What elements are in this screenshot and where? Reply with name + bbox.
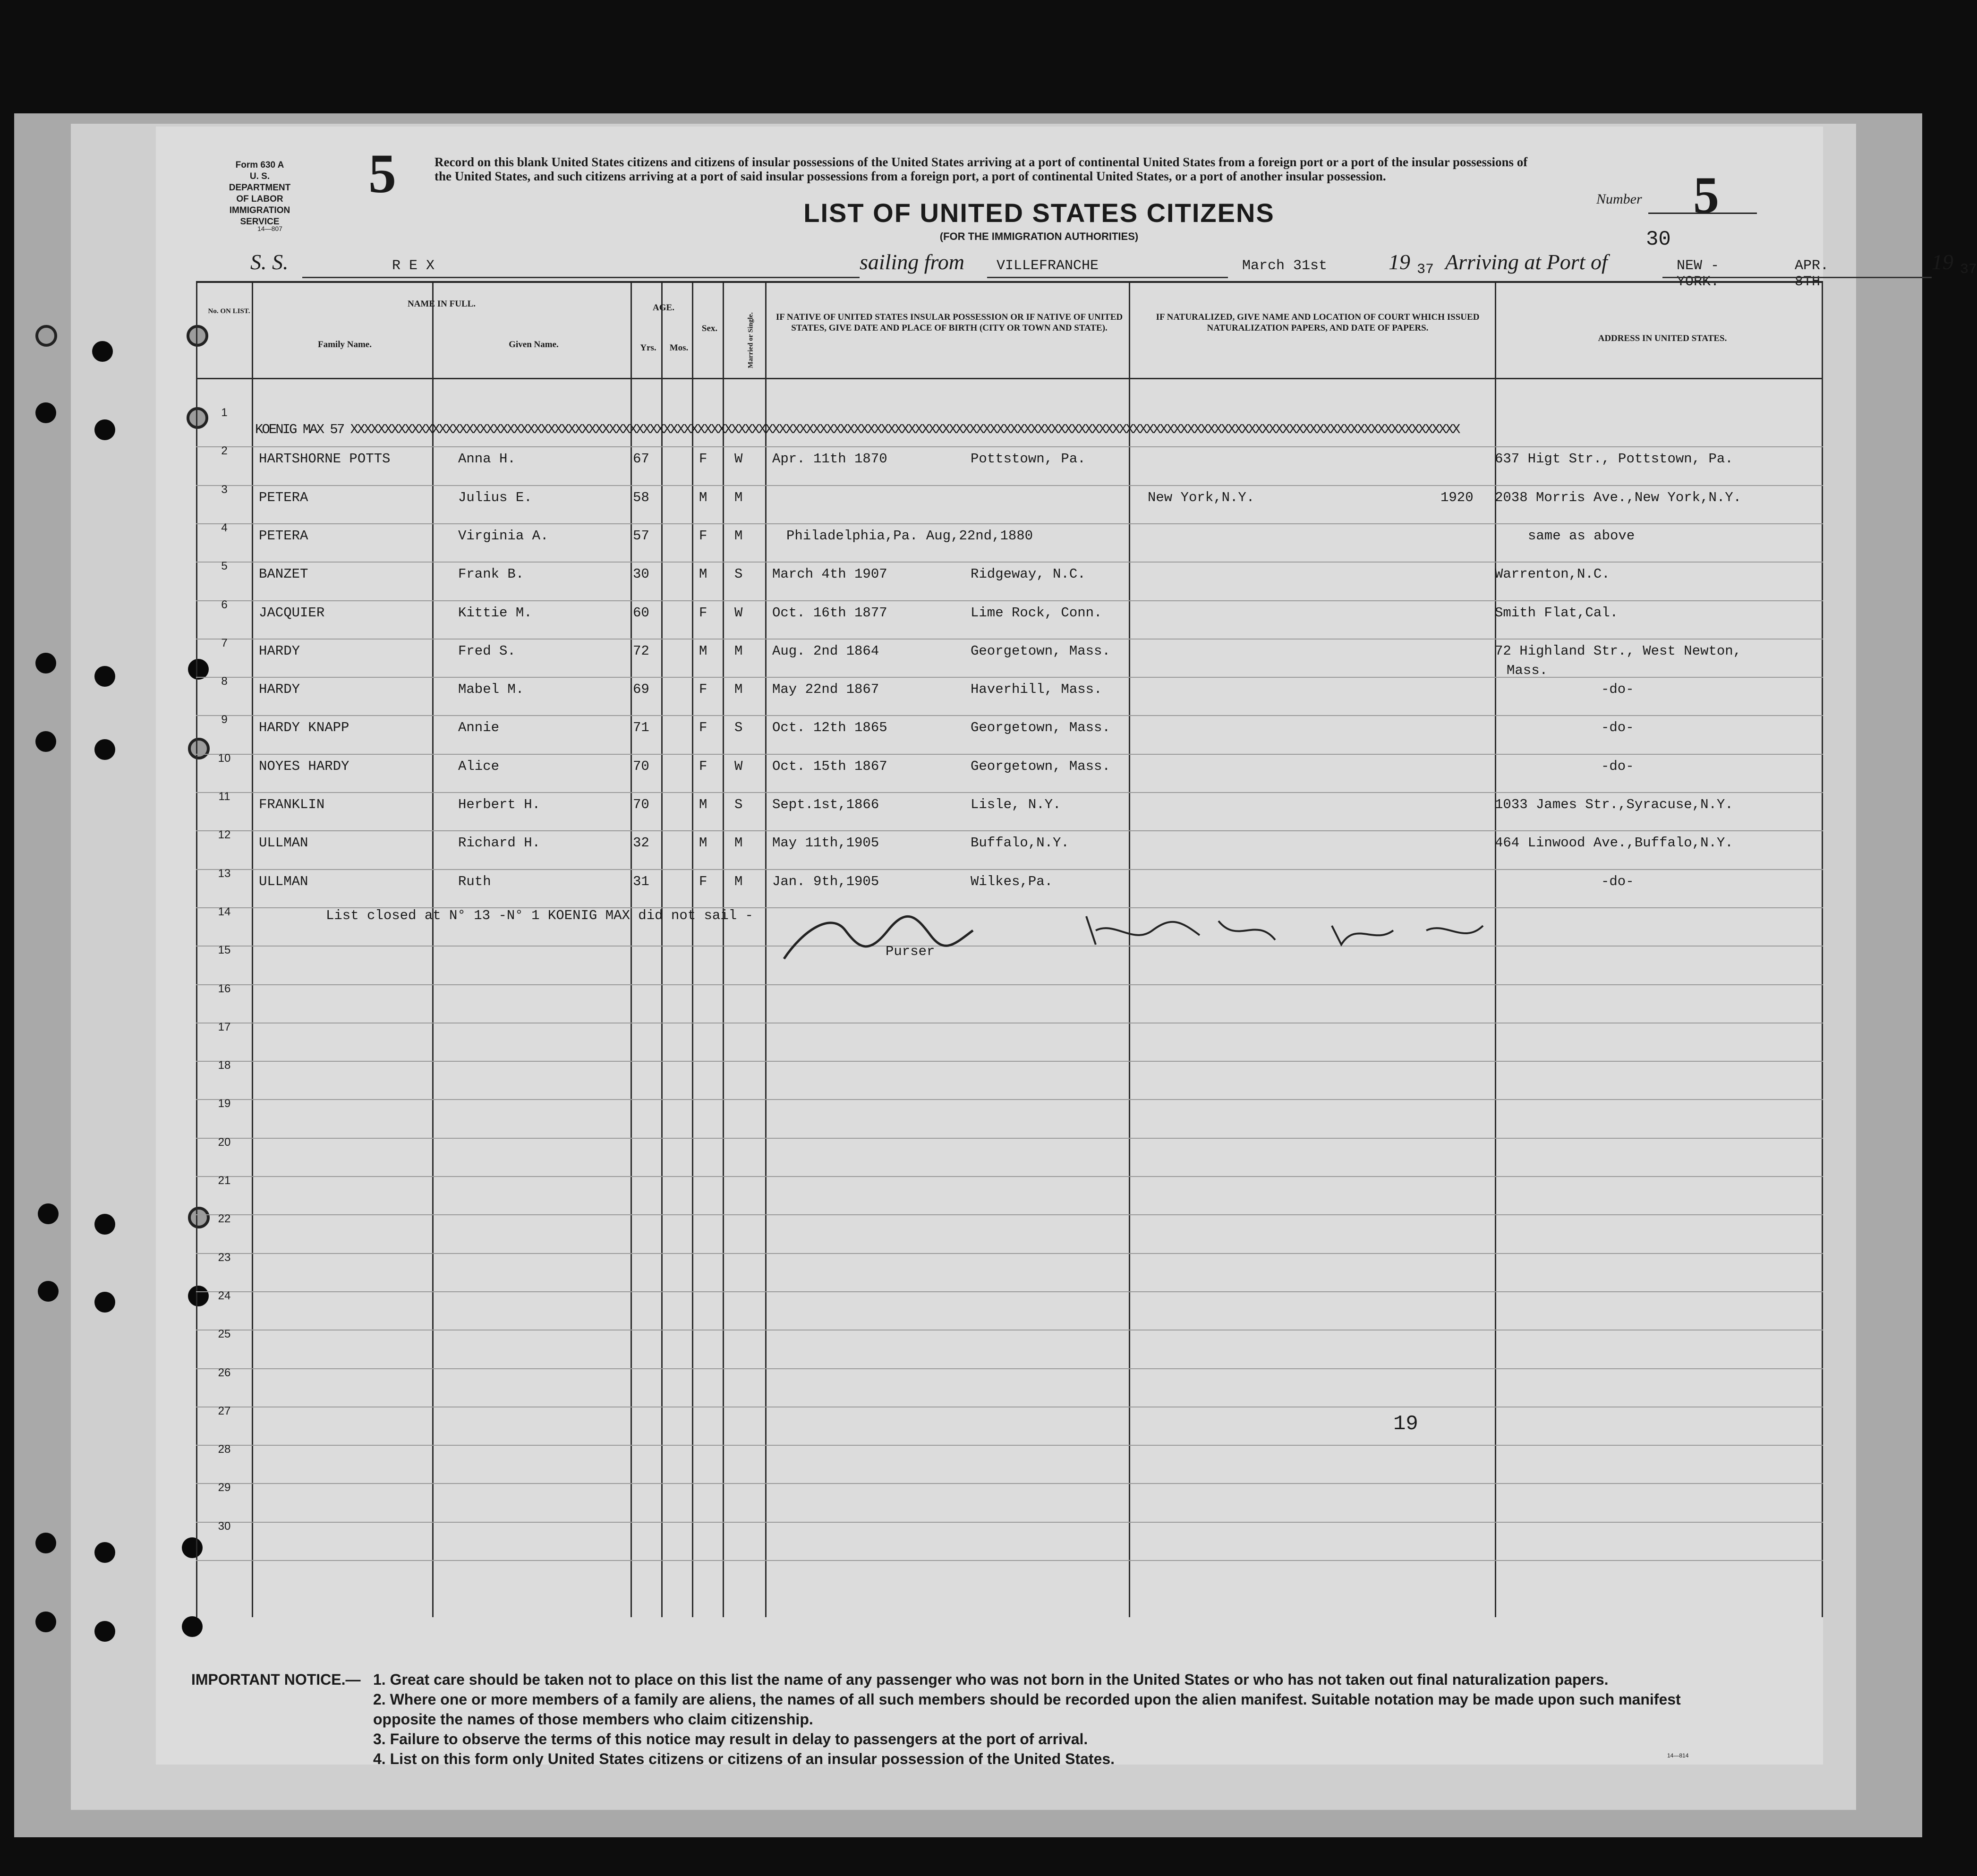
given-name-cell: Richard H. bbox=[458, 835, 541, 851]
given-name-cell: Anna H. bbox=[458, 451, 516, 467]
form-id-line: U. S. DEPARTMENT OF LABOR bbox=[229, 171, 291, 204]
address-cell: Smith Flat,Cal. bbox=[1495, 605, 1619, 621]
address-continuation-cell: Mass. bbox=[1507, 663, 1548, 679]
marital-status-cell: M bbox=[734, 528, 743, 544]
header-given-name: Given Name. bbox=[509, 340, 559, 350]
given-name-cell: Frank B. bbox=[458, 566, 524, 582]
family-name-cell: FRANKLIN bbox=[259, 797, 325, 812]
row-rule bbox=[196, 1445, 1823, 1446]
header-address: ADDRESS IN UNITED STATES. bbox=[1598, 333, 1727, 343]
family-name-cell: HARDY KNAPP bbox=[259, 720, 349, 736]
row-number: 23 bbox=[218, 1251, 231, 1264]
birth-place-cell: Lisle, N.Y. bbox=[971, 797, 1061, 812]
header-married-single: Married or Single. bbox=[747, 312, 755, 368]
marital-status-cell: W bbox=[734, 758, 743, 774]
row-number: 20 bbox=[218, 1135, 231, 1149]
punch-hole bbox=[94, 1542, 115, 1563]
birth-place-cell: Lime Rock, Conn. bbox=[971, 605, 1102, 621]
sex-cell: F bbox=[699, 605, 707, 621]
notice-item: 1. Great care should be taken not to place on this list the name of any passenger who was not born in the United States or who has not taken out final naturalization papers. bbox=[373, 1671, 1609, 1688]
sex-cell: M bbox=[699, 797, 707, 812]
punch-hole bbox=[94, 666, 115, 687]
given-name-cell: Mabel M. bbox=[458, 682, 524, 698]
age-cell: 72 bbox=[633, 643, 649, 659]
age-cell: 67 bbox=[633, 451, 649, 467]
row-number: 24 bbox=[218, 1289, 231, 1302]
birth-place-cell: Ridgeway, N.C. bbox=[971, 566, 1086, 582]
row-rule bbox=[196, 792, 1823, 793]
header-yrs: Yrs. bbox=[640, 343, 656, 353]
row-number: 6 bbox=[221, 598, 228, 611]
departure-date: March 31st bbox=[1242, 258, 1328, 274]
address-cell: Warrenton,N.C. bbox=[1495, 566, 1610, 582]
row-number: 25 bbox=[218, 1328, 231, 1341]
row-rule bbox=[196, 1214, 1823, 1215]
birth-date-cell: Aug. 2nd 1864 bbox=[772, 643, 879, 659]
column-rule bbox=[1495, 283, 1496, 1617]
row-number: 17 bbox=[218, 1020, 231, 1033]
notice-heading: IMPORTANT NOTICE.— bbox=[191, 1671, 361, 1688]
family-name-cell: ULLMAN bbox=[259, 835, 308, 851]
punch-hole bbox=[35, 653, 56, 674]
sex-cell: M bbox=[699, 566, 707, 582]
column-rule bbox=[723, 283, 724, 1617]
sex-cell: F bbox=[699, 528, 707, 544]
row-number: 9 bbox=[221, 713, 228, 726]
row-number: 3 bbox=[221, 483, 228, 496]
age-cell: 70 bbox=[633, 797, 649, 812]
family-name-cell: HARDY bbox=[259, 682, 300, 698]
struck-entry: KOENIG MAX 57 XXXXXXXXXXXXXXXXXXXXXXXXXXXXXXXXXXXXXXXXXXXXXXXXXXXXXXXXXXXXXXXXXXXXXXXXXXXXXXXXXXXXXXXXXXXXXXXXXXXXXXXXXXXXXXXXXXXXXXXXXXXXXXXXXXXXXXXXXXXXXXXXXXXXXXXXXXXXXXXXXXX bbox=[255, 422, 1459, 437]
punch-hole bbox=[35, 731, 56, 752]
row-rule bbox=[196, 1099, 1823, 1100]
page-stamp: 19 bbox=[1393, 1412, 1418, 1436]
row-number: 11 bbox=[218, 790, 230, 803]
family-name-cell: HARDY bbox=[259, 643, 300, 659]
row-rule bbox=[196, 1368, 1823, 1369]
purser-signature bbox=[775, 902, 1492, 964]
given-name-cell: Fred S. bbox=[458, 643, 516, 659]
row-rule bbox=[196, 984, 1823, 985]
departure-year: 37 bbox=[1417, 262, 1434, 278]
punch-hole bbox=[35, 1533, 56, 1553]
address-cell: -do- bbox=[1601, 873, 1634, 889]
birth-date-cell: Oct. 16th 1877 bbox=[772, 605, 887, 621]
notice-item: 3. Failure to observe the terms of this notice may result in delay to passengers at the port of arrival. bbox=[373, 1731, 1088, 1748]
form-preamble: Record on this blank United States citizens and citizens of insular possessions of the United States arriving at a port of continental United States from a foreign port or a port of the insular possessions of the United States, and such citizens arriving at a port of said insular possessions from a foreign port, a port of continental United States, or a port of another insular possession. bbox=[435, 155, 1528, 183]
row-rule bbox=[196, 677, 1823, 678]
birth-date-cell: May 22nd 1867 bbox=[772, 682, 879, 698]
age-cell: 71 bbox=[633, 720, 649, 736]
family-name-cell: PETERA bbox=[259, 528, 308, 544]
column-rule bbox=[1822, 283, 1823, 1617]
header-name-in-full: NAME IN FULL. bbox=[407, 299, 476, 309]
punch-hole bbox=[35, 1612, 56, 1632]
column-rule bbox=[252, 283, 253, 1617]
column-rule bbox=[765, 283, 767, 1617]
form-big-number: 5 bbox=[368, 143, 396, 205]
family-name-cell: ULLMAN bbox=[259, 873, 308, 889]
number-label: Number bbox=[1596, 191, 1642, 207]
row-rule bbox=[196, 869, 1823, 870]
given-name-cell: Kittie M. bbox=[458, 605, 532, 621]
family-name-cell: HARTSHORNE POTTS bbox=[259, 451, 391, 467]
notice-item: 4. List on this form only United States citizens or citizens of an insular possession of the United States. bbox=[373, 1750, 1115, 1767]
header-bottom-rule bbox=[196, 378, 1823, 379]
family-name-cell: PETERA bbox=[259, 489, 308, 505]
header-no: No. ON LIST. bbox=[208, 307, 250, 315]
row-rule bbox=[196, 754, 1823, 755]
birth-date-cell: Sept.1st,1866 bbox=[772, 797, 879, 812]
row-rule bbox=[196, 1253, 1823, 1254]
row-number: 10 bbox=[218, 751, 231, 765]
sex-cell: M bbox=[699, 835, 707, 851]
row-rule bbox=[196, 1061, 1823, 1062]
birth-date-cell: Apr. 11th 1870 bbox=[772, 451, 887, 467]
ship-name: R E X bbox=[392, 258, 435, 274]
row-rule bbox=[196, 600, 1823, 601]
given-name-cell: Julius E. bbox=[458, 489, 532, 505]
punch-hole bbox=[94, 1621, 115, 1642]
row-number: 21 bbox=[218, 1174, 231, 1187]
address-cell: 72 Highland Str., West Newton, bbox=[1495, 643, 1742, 659]
row-number: 4 bbox=[221, 521, 228, 534]
birth-date-cell: Oct. 12th 1865 bbox=[772, 720, 887, 736]
column-rule bbox=[631, 283, 632, 1617]
arrival-year-prefix: 19 bbox=[1932, 250, 1953, 274]
age-cell: 57 bbox=[633, 528, 649, 544]
header-sex: Sex. bbox=[701, 324, 718, 333]
given-name-cell: Herbert H. bbox=[458, 797, 541, 812]
row-number: 19 bbox=[218, 1097, 231, 1110]
marital-status-cell: W bbox=[734, 605, 743, 621]
punch-hole bbox=[38, 1281, 59, 1302]
punch-hole bbox=[35, 402, 56, 423]
punch-hole bbox=[182, 1616, 203, 1637]
row-rule bbox=[196, 485, 1823, 486]
birth-date-cell: May 11th,1905 bbox=[772, 835, 879, 851]
arriving-label: Arriving at Port of bbox=[1445, 250, 1608, 274]
row-rule bbox=[196, 1291, 1823, 1292]
birth-place-cell: Pottstown, Pa. bbox=[971, 451, 1086, 467]
row-rule bbox=[196, 715, 1823, 716]
year-prefix: 19 bbox=[1389, 250, 1410, 274]
purser-label: Purser bbox=[886, 944, 935, 959]
page-number: 30 bbox=[1646, 228, 1671, 251]
age-cell: 31 bbox=[633, 873, 649, 889]
sex-cell: F bbox=[699, 720, 707, 736]
address-cell: 1033 James Str.,Syracuse,N.Y. bbox=[1495, 797, 1733, 812]
birth-place-cell: Buffalo,N.Y. bbox=[971, 835, 1069, 851]
address-cell: 637 Higt Str., Pottstown, Pa. bbox=[1495, 451, 1733, 467]
marital-status-cell: M bbox=[734, 682, 743, 698]
row-number: 12 bbox=[218, 828, 231, 842]
column-rule bbox=[432, 283, 434, 1617]
marital-status-cell: M bbox=[734, 835, 743, 851]
sex-cell: M bbox=[699, 643, 707, 659]
row-number: 28 bbox=[218, 1443, 231, 1456]
column-rule bbox=[661, 283, 663, 1617]
notice-code: 14—814 bbox=[1667, 1752, 1689, 1759]
column-rule bbox=[196, 283, 197, 1617]
row-rule bbox=[196, 523, 1823, 524]
row-rule bbox=[196, 830, 1823, 831]
row-number: 30 bbox=[218, 1519, 231, 1533]
form-id-line: Form 630 A bbox=[235, 160, 284, 170]
row-number: 5 bbox=[221, 560, 228, 573]
row-number: 1 bbox=[221, 406, 228, 419]
age-cell: 60 bbox=[633, 605, 649, 621]
age-cell: 30 bbox=[633, 566, 649, 582]
birth-place-cell: Wilkes,Pa. bbox=[971, 873, 1053, 889]
row-number: 29 bbox=[218, 1481, 231, 1494]
age-cell: 58 bbox=[633, 489, 649, 505]
birth-date-cell: Philadelphia,Pa. Aug,22nd,1880 bbox=[786, 528, 1033, 544]
ss-label: S. S. bbox=[250, 250, 289, 274]
header-family-name: Family Name. bbox=[318, 340, 372, 350]
notice-item: 2. Where one or more members of a family are aliens, the names of all such members should be recorded upon the alien manifest. Suitable notation may be made upon such manifest opposite the names of those members who claim citizenship. bbox=[373, 1691, 1681, 1728]
marital-status-cell: W bbox=[734, 451, 743, 467]
address-cell: -do- bbox=[1601, 682, 1634, 698]
birth-place-cell: Georgetown, Mass. bbox=[971, 643, 1110, 659]
address-cell: 464 Linwood Ave.,Buffalo,N.Y. bbox=[1495, 835, 1733, 851]
header-mos: Mos. bbox=[669, 343, 689, 353]
marital-status-cell: M bbox=[734, 643, 743, 659]
row-number: 2 bbox=[221, 444, 228, 458]
row-number: 16 bbox=[218, 982, 231, 995]
departure-port: VILLEFRANCHE bbox=[997, 258, 1099, 274]
age-cell: 32 bbox=[633, 835, 649, 851]
row-number: 14 bbox=[218, 905, 231, 918]
row-rule bbox=[196, 1560, 1823, 1561]
marital-status-cell: S bbox=[734, 797, 743, 812]
form-code: 14—807 bbox=[257, 225, 282, 232]
punch-hole bbox=[94, 1214, 115, 1235]
sex-cell: M bbox=[699, 489, 707, 505]
marital-status-cell: M bbox=[734, 873, 743, 889]
page-title: LIST OF UNITED STATES CITIZENS bbox=[803, 198, 1275, 228]
number-value: 5 bbox=[1693, 166, 1719, 224]
punch-hole bbox=[94, 1292, 115, 1313]
row-rule bbox=[196, 639, 1823, 640]
row-number: 27 bbox=[218, 1404, 231, 1417]
header-naturalized: IF NATURALIZED, GIVE NAME AND LOCATION OF COURT WHICH ISSUED NATURALIZATION PAPERS, AND DATE OF PAPERS. bbox=[1156, 312, 1480, 333]
punch-hole bbox=[94, 739, 115, 760]
naturalization-year-cell: 1920 bbox=[1440, 489, 1474, 505]
marital-status-cell: S bbox=[734, 720, 743, 736]
given-name-cell: Virginia A. bbox=[458, 528, 549, 544]
marital-status-cell: M bbox=[734, 489, 743, 505]
number-underline bbox=[1648, 213, 1757, 214]
punch-hole bbox=[92, 341, 113, 362]
header-birth: IF NATIVE OF UNITED STATES INSULAR POSSESSION OR IF NATIVE OF UNITED STATES, GIVE DATE AND PLACE OF BIRTH (CITY OR TOWN AND STATE). bbox=[775, 312, 1123, 333]
row-rule bbox=[196, 1176, 1823, 1177]
sex-cell: F bbox=[699, 451, 707, 467]
birth-date-cell: March 4th 1907 bbox=[772, 566, 887, 582]
column-rule bbox=[692, 283, 693, 1617]
ship-underline bbox=[302, 277, 860, 278]
page-subtitle: (FOR THE IMMIGRATION AUTHORITIES) bbox=[939, 230, 1139, 242]
departure-underline bbox=[987, 277, 1228, 278]
row-rule bbox=[196, 1483, 1823, 1484]
form-id-line: IMMIGRATION SERVICE bbox=[229, 205, 290, 227]
naturalization-court-cell: New York,N.Y. bbox=[1148, 489, 1255, 505]
sailing-label: sailing from bbox=[860, 250, 964, 274]
sex-cell: F bbox=[699, 873, 707, 889]
birth-date-cell: Oct. 15th 1867 bbox=[772, 758, 887, 774]
header-age: AGE. bbox=[653, 303, 674, 313]
address-cell: same as above bbox=[1528, 528, 1635, 544]
arrival-year: 37 bbox=[1960, 262, 1977, 278]
row-number: 7 bbox=[221, 636, 228, 649]
row-rule bbox=[196, 1138, 1823, 1139]
punch-hole bbox=[35, 325, 57, 347]
age-cell: 69 bbox=[633, 682, 649, 698]
row-number: 15 bbox=[218, 944, 231, 957]
row-number: 18 bbox=[218, 1059, 231, 1072]
birth-place-cell: Haverhill, Mass. bbox=[971, 682, 1102, 698]
given-name-cell: Alice bbox=[458, 758, 500, 774]
given-name-cell: Annie bbox=[458, 720, 500, 736]
row-number: 8 bbox=[221, 675, 228, 688]
row-rule bbox=[196, 446, 1823, 447]
birth-place-cell: Georgetown, Mass. bbox=[971, 758, 1110, 774]
address-cell: -do- bbox=[1601, 720, 1634, 736]
address-cell: -do- bbox=[1601, 758, 1634, 774]
birth-date-cell: Jan. 9th,1905 bbox=[772, 873, 879, 889]
voyage-line bbox=[250, 249, 1977, 290]
marital-status-cell: S bbox=[734, 566, 743, 582]
given-name-cell: Ruth bbox=[458, 873, 491, 889]
sex-cell: F bbox=[699, 758, 707, 774]
row-number: 26 bbox=[218, 1366, 231, 1379]
form-identifier bbox=[222, 160, 298, 228]
birth-place-cell: Georgetown, Mass. bbox=[971, 720, 1110, 736]
punch-hole bbox=[38, 1203, 59, 1224]
address-cell: 2038 Morris Ave.,New York,N.Y. bbox=[1495, 489, 1742, 505]
sex-cell: F bbox=[699, 682, 707, 698]
arrival-port: NEW - YORK. bbox=[1677, 258, 1720, 290]
row-number: 13 bbox=[218, 867, 231, 880]
family-name-cell: NOYES HARDY bbox=[259, 758, 349, 774]
row-rule bbox=[196, 562, 1823, 563]
age-cell: 70 bbox=[633, 758, 649, 774]
family-name-cell: JACQUIER bbox=[259, 605, 325, 621]
arrival-underline bbox=[1662, 277, 1932, 278]
arrival-date: APR. 8TH bbox=[1795, 258, 1829, 290]
row-number: 22 bbox=[218, 1212, 231, 1226]
row-rule bbox=[196, 1522, 1823, 1523]
closing-note: List closed at N° 13 -N° 1 KOENIG MAX did not sail - bbox=[326, 908, 753, 923]
punch-hole bbox=[94, 419, 115, 440]
family-name-cell: BANZET bbox=[259, 566, 308, 582]
